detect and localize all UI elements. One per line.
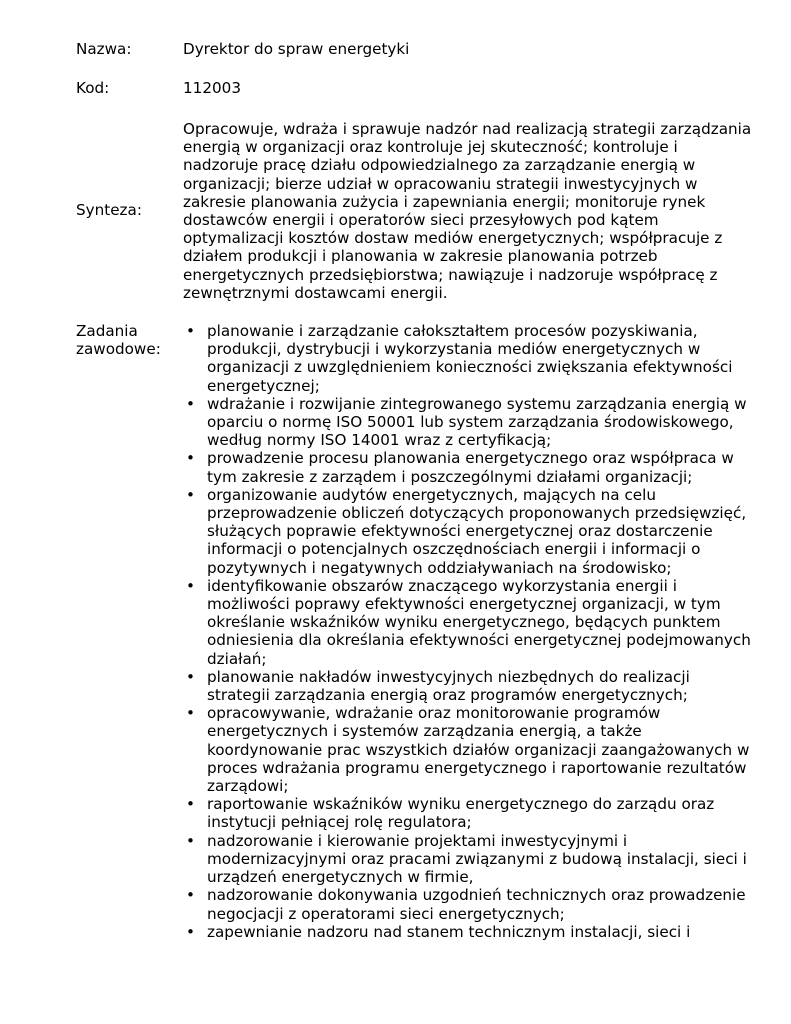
synthesis-label: Synteza: [76,201,142,219]
tasks-label [76,322,181,358]
tasks-label-line1: Zadania [76,322,138,340]
code-value: 112003 [183,79,241,97]
task-item: • prowadzenie procesu planowania energetycznego oraz współpraca w tym zakresie z zarządem i poszczególnymi działami organizacji; [207,449,755,485]
name-value: Dyrektor do spraw energetyki [183,40,410,58]
task-item: • planowanie nakładów inwestycyjnych niezbędnych do realizacji strategii zarządzania energią oraz programów energetycznych; [207,668,755,704]
task-item: • zapewnianie nadzoru nad stanem technicznym instalacji, sieci i [207,923,755,941]
task-item: • wdrażanie i rozwijanie zintegrowanego systemu zarządzania energią w oparciu o normę ISO 50001 lub system zarządzania środowiskowego, według normy ISO 14001 wraz z certyfikacją; [207,395,755,450]
task-item: • nadzorowanie i kierowanie projektami inwestycyjnymi i modernizacyjnymi oraz pracami związanymi z budową instalacji, sieci i urządzeń energetycznych w firmie, [207,832,755,887]
synthesis-text: Opracowuje, wdraża i sprawuje nadzór nad realizacją strategii zarządzania energią w organizacji oraz kontroluje jej skuteczność; kontroluje i nadzoruje pracę działu odpowiedzialnego za zarządzanie energią w organizacji; bierze udział w opracowaniu strategii inwestycyjnych w zakresie planowania zużycia i zapewniania energii; monitoruje rynek dostawców energii i operatorów sieci przesyłowych pod kątem optymalizacji kosztów dostaw mediów energetycznych; współpracuje z działem produkcji i planowania w zakresie planowania potrzeb energetycznych przedsiębiorstwa; nawiązuje i nadzoruje współpracę z zewnętrznymi dostawcami energii. [183,120,752,302]
code-label: Kod: [76,79,110,97]
task-item: • nadzorowanie dokonywania uzgodnień technicznych oraz prowadzenie negocjacji z operatorami sieci energetycznych; [207,886,755,922]
tasks-label-line2: zawodowe: [76,340,161,359]
task-item: • organizowanie audytów energetycznych, mających na celu przeprowadzenie obliczeń dotyczących proponowanych przedsięwzięć, służących poprawie efektywności energetycznej oraz dostarczenie informacji o potencjalnych oszczędnościach energii i informacji o pozytywnych i negatywnych oddziaływaniach na środowisko; [207,486,755,577]
task-item: • identyfikowanie obszarów znaczącego wykorzystania energii i możliwości poprawy efektywności energetycznej organizacji, w tym określanie wskaźników wyniku energetycznego, będących punktem odniesienia dla określania efektywności energetycznej podejmowanych działań; [207,577,755,668]
task-item: • opracowywanie, wdrażanie oraz monitorowanie programów energetycznych i systemów zarządzania energią, a także koordynowanie prac wszystkich działów organizacji zaangażowanych w proces wdrażania programu energetycznego i raportowanie rezultatów zarządowi; [207,704,755,795]
synthesis-row [76,120,756,302]
name-label: Nazwa: [76,40,132,58]
task-item: • raportowanie wskaźników wyniku energetycznego do zarządu oraz instytucji pełniącej rolę regulatora; [207,795,755,831]
tasks-list [207,322,755,941]
task-item: • planowanie i zarządzanie całokształtem procesów pozyskiwania, produkcji, dystrybucji i wykorzystania mediów energetycznych w organizacji z uwzględnieniem konieczności zwiększania efektywności energetycznej; [207,322,755,395]
